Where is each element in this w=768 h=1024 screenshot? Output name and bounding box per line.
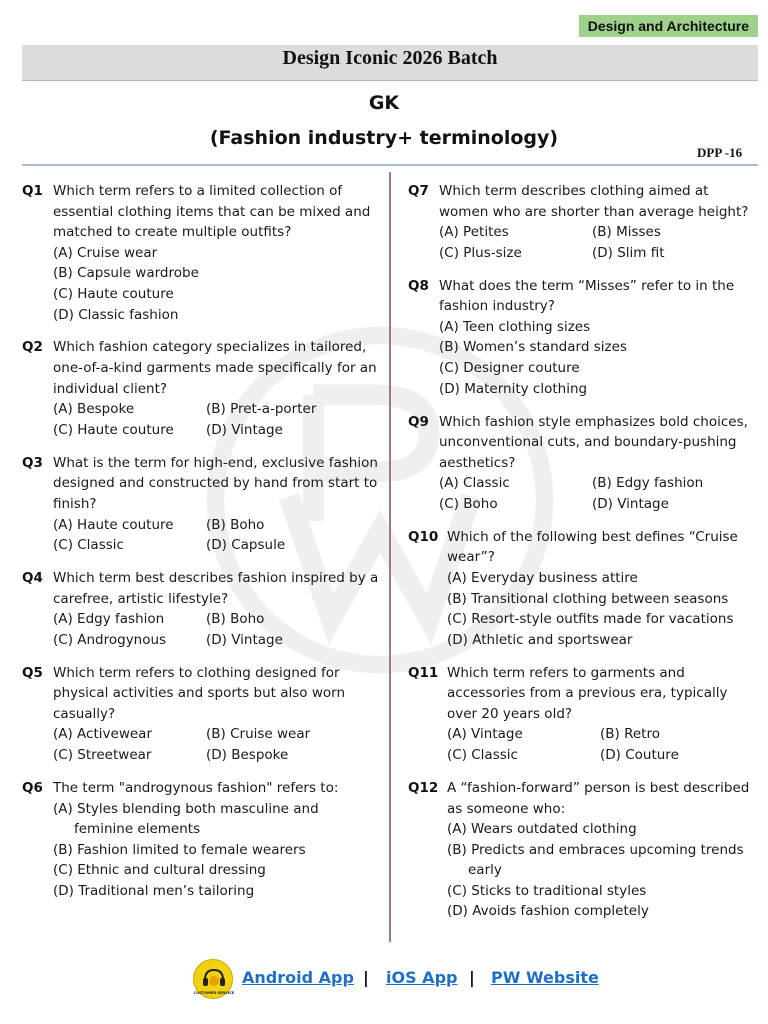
option: (D) Avoids fashion completely (447, 903, 649, 920)
question-number: Q1 (22, 183, 43, 199)
question-text: What is the term for high-end, exclusive fashion designed and constructed by hand from start to finish? (53, 454, 378, 512)
icon-caption: CUSTOMER SERVICE (194, 991, 234, 995)
option: (B) Cruise wear (206, 726, 311, 743)
question-text: Which term refers to clothing designed for physical activities and sports but also worn casually? (53, 664, 345, 722)
question-text: Which of the following best defines “Cruise wear”? (447, 528, 738, 566)
question-item (22, 778, 380, 902)
option: (B) Capsule wardrobe (53, 265, 199, 282)
question-text: The term "androgynous fashion" refers to: (53, 779, 339, 796)
option: (B) Retro (600, 726, 660, 743)
option: (C) Ethnic and cultural dressing (53, 862, 266, 879)
footer-separator: | (469, 968, 475, 987)
option: (A) Edgy fashion (53, 611, 165, 628)
question-text: Which term refers to garments and accessories from a previous era, typically over 20 years old? (447, 664, 728, 722)
option: (D) Couture (600, 747, 679, 764)
left-question-column (22, 181, 380, 914)
option: (B) Misses (592, 224, 661, 241)
option: (D) Capsule (206, 537, 286, 554)
footer (0, 958, 768, 1000)
customer-service-icon (193, 959, 233, 999)
question-item (22, 453, 380, 556)
question-item (408, 527, 758, 651)
option: (D) Athletic and sportswear (447, 631, 633, 648)
option: (B) Boho (206, 516, 265, 533)
option: (A) Teen clothing sizes (439, 318, 591, 335)
question-text: A “fashion-forward” person is best described as someone who: (447, 779, 750, 817)
option: (D) Slim fit (592, 244, 665, 261)
option: (B) Boho (206, 611, 265, 628)
banner-divider (22, 80, 758, 81)
option: (C) Classic (53, 537, 124, 554)
question-text: What does the term “Misses” refer to in the fashion industry? (439, 277, 735, 315)
option: (C) Streetwear (53, 747, 152, 764)
option: (C) Plus-size (439, 244, 522, 261)
option: (D) Bespoke (206, 747, 289, 764)
column-divider (389, 172, 391, 942)
header-divider (22, 164, 758, 166)
question-number: Q4 (22, 569, 43, 586)
question-item (408, 276, 758, 400)
subject-title: GK (368, 92, 400, 114)
question-number: Q2 (22, 339, 43, 356)
option: (A) Wears outdated clothing (447, 821, 637, 838)
question-text: Which fashion category specializes in tailored, one-of-a-kind garments made specifically for an individual client? (53, 339, 377, 397)
option: (A) Styles blending both masculine and feminine elements (53, 800, 319, 838)
option: (A) Bespoke (53, 401, 135, 418)
question-item (408, 778, 758, 922)
topic-title: (Fashion industry+ terminology) (209, 127, 559, 149)
option: (D) Maternity clothing (439, 380, 588, 397)
question-item (408, 181, 758, 263)
option: (C) Boho (439, 495, 498, 512)
question-item (22, 181, 380, 325)
question-number: Q7 (408, 183, 429, 199)
question-number: Q11 (408, 664, 439, 681)
question-number: Q8 (408, 277, 429, 294)
pw-website-link[interactable]: PW Website (491, 968, 599, 987)
question-number: Q5 (22, 664, 43, 681)
option: (B) Women’s standard sizes (439, 339, 627, 356)
option: (B) Pret-a-porter (206, 401, 317, 418)
option: (A) Haute couture (53, 516, 174, 533)
question-text: Which term refers to a limited collection of essential clothing items that can be mixed and matched to create multiple outfits? (53, 183, 371, 241)
option: (C) Sticks to traditional styles (447, 882, 647, 899)
question-text: Which term best describes fashion inspired by a carefree, artistic lifestyle? (53, 569, 379, 607)
option: (A) Petites (439, 224, 509, 241)
subject-tag: Design and Architecture (579, 15, 758, 37)
option: (A) Vintage (447, 726, 523, 743)
question-number: Q3 (22, 454, 43, 471)
question-number: Q9 (408, 413, 429, 430)
option: (B) Transitional clothing between seasons (447, 590, 729, 607)
option: (C) Haute couture (53, 285, 174, 302)
question-number: Q10 (408, 528, 439, 545)
option: (B) Fashion limited to female wearers (53, 841, 306, 858)
footer-separator: | (363, 968, 369, 987)
option: (D) Vintage (592, 495, 669, 512)
option: (C) Designer couture (439, 360, 580, 377)
question-text: Which fashion style emphasizes bold choices, unconventional cuts, and boundary-pushing aesthetics? (439, 413, 748, 471)
question-item (22, 663, 380, 766)
question-item (22, 337, 380, 440)
question-item (408, 663, 758, 766)
option: (A) Cruise wear (53, 244, 158, 261)
option: (A) Activewear (53, 726, 152, 743)
option: (C) Resort-style outfits made for vacations (447, 611, 734, 628)
option: (B) Edgy fashion (592, 475, 704, 492)
android-app-link[interactable]: Android App (242, 968, 354, 987)
option: (A) Classic (439, 475, 510, 492)
right-question-column (408, 181, 758, 934)
question-item (22, 568, 380, 650)
option: (A) Everyday business attire (447, 569, 638, 586)
option: (D) Classic fashion (53, 306, 179, 323)
option: (C) Haute couture (53, 421, 174, 438)
option: (C) Classic (447, 747, 518, 764)
option: (D) Vintage (206, 421, 283, 438)
option: (D) Vintage (206, 631, 283, 648)
batch-title-banner (22, 45, 758, 80)
dpp-label: DPP -16 (697, 145, 743, 160)
ios-app-link[interactable]: iOS App (386, 968, 458, 987)
option: (C) Androgynous (53, 631, 167, 648)
question-item (408, 412, 758, 515)
question-number: Q12 (408, 779, 439, 796)
question-text: Which term describes clothing aimed at women who are shorter than average height? (439, 183, 749, 220)
batch-title: Design Iconic 2026 Batch (282, 47, 498, 69)
question-number: Q6 (22, 779, 43, 796)
option: (B) Predicts and embraces upcoming trends early (447, 841, 744, 879)
option: (D) Traditional men’s tailoring (53, 882, 255, 899)
